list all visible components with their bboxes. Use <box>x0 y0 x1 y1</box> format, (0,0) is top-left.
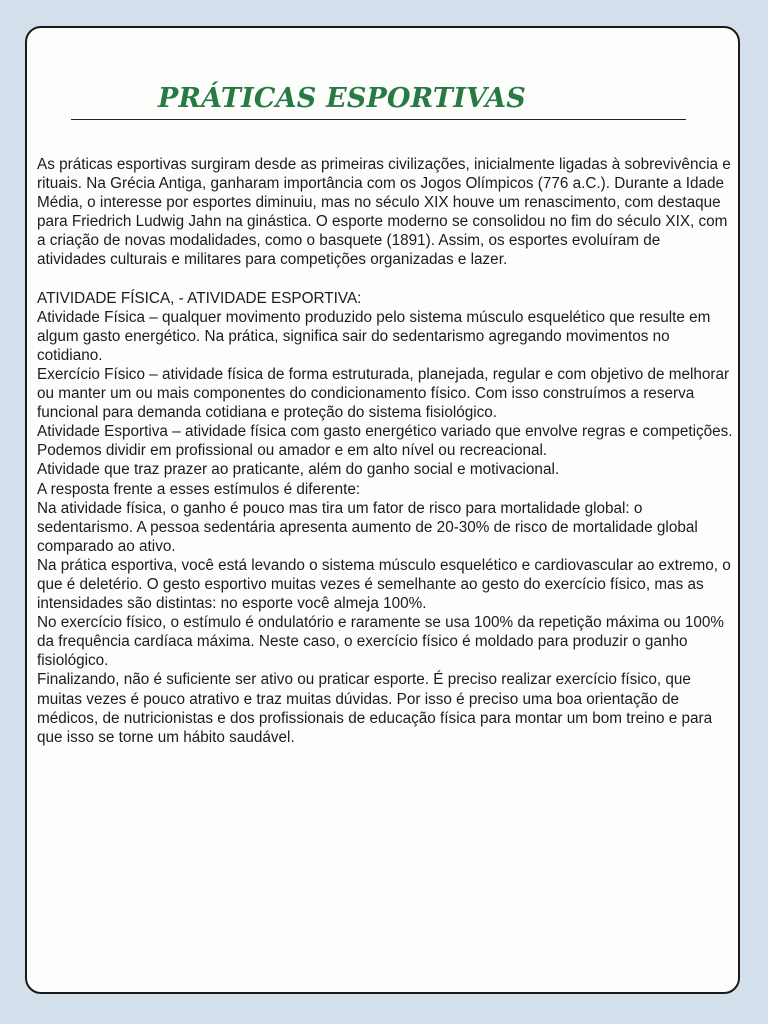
paragraph-exercicio-fisico: Exercício Físico – atividade física de forma estruturada, planejada, regular e com objetivo de melhorar ou manter um ou mais componentes do condicionamento físico. Com isso construímos a reserva funcional para demanda cotidiana e proteção do sistema fisiológico. <box>37 365 730 422</box>
paragraph-prazer: Atividade que traz prazer ao praticante, além do ganho social e motivacional. <box>37 461 560 479</box>
paragraph-atividade-fisica: Atividade Física – qualquer movimento produzido pelo sistema músculo esquelético que resulte em algum gasto energético. Na prática, significa sair do sedentarismo agregando movimentos no cotidiano. <box>37 308 711 364</box>
paragraph-resposta: A resposta frente a esses estímulos é diferente: <box>37 480 361 498</box>
paragraph-estimulo: No exercício físico, o estímulo é ondulatório e raramente se usa 100% da repetição máxima ou 100% da frequência cardíaca máxima. Neste caso, o exercício físico é moldado para produzir o ganho fisiológico. <box>37 614 725 670</box>
intro-paragraph: As práticas esportivas surgiram desde as primeiras civilizações, inicialmente ligadas à sobrevivência e rituais. Na Grécia Antiga, ganharam importância com os Jogos Olímpicos (776 a.C.). Durante a Idade Média, o interesse por esportes diminuiu, mas no século XIX houve um renascimento, com destaque para Friedrich Ludwig Jahn na ginástica. O esporte moderno se consolidou no fim do século XIX, com a criação de novas modalidades, como o basquete (1891). Assim, os esportes evoluíram de atividades culturais e militares para competições organizadas e lazer. <box>37 156 731 269</box>
document-page <box>25 26 740 994</box>
paragraph-ganho-atividade: Na atividade física, o ganho é pouco mas tira um fator de risco para mortalidade global: o sedentarismo. A pessoa sedentária apresenta aumento de 20-30% de risco de mortalidade global comparado ao ativo. <box>37 499 698 555</box>
document-body <box>37 155 733 747</box>
paragraph-finalizando: Finalizando, não é suficiente ser ativo ou praticar esporte. É preciso realizar exercício físico, que muitas vezes é pouco atrativo e traz muitas dúvidas. Por isso é preciso uma boa orientação de médicos, de nutricionistas e dos profissionais de educação física para montar um bom treino e para que isso se torne um hábito saudável. <box>37 671 713 746</box>
paragraph-atividade-esportiva: Atividade Esportiva – atividade física com gasto energético variado que envolve regras e competições. Podemos dividir em profissional ou amador e em alto nível ou recreacional. <box>37 423 733 460</box>
paragraph-pratica-esportiva: Na prática esportiva, você está levando o sistema músculo esquelético e cardiovascular ao extremo, o que é deletério. O gesto esportivo muitas vezes é semelhante ao gesto do exercício físico, mas as intensidades são distintas: no esporte você almeja 100%. <box>37 556 731 613</box>
title-underline <box>71 119 686 120</box>
document-title: PRÁTICAS ESPORTIVAS <box>158 83 526 114</box>
section-heading: ATIVIDADE FÍSICA, - ATIVIDADE ESPORTIVA: <box>37 289 362 307</box>
